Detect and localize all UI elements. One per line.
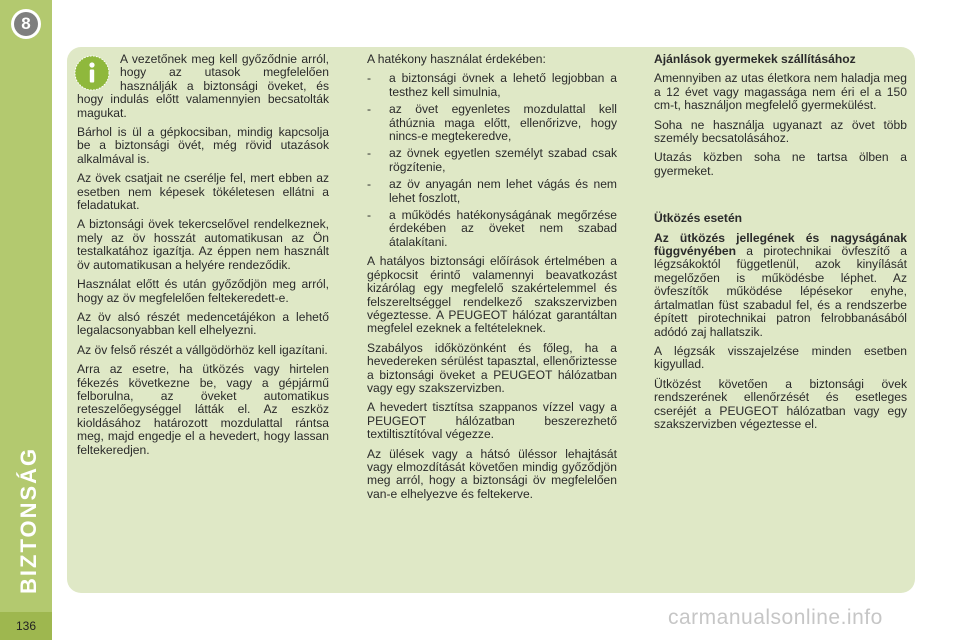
column-3 — [654, 53, 907, 437]
bold-lead: Az ütközés jellegének és nagyságának függvényében — [654, 230, 907, 259]
lead-rest: a pirotechnikai övfeszítő a légzsákoktól függetlenül, azok kinyílását megelőzően is működésbe léphet. Az övfeszítők működése lépésekor enyhe, ártalmatlan füst szabadul fel, és a rendszerbe épített pirotechnikai patron felrobbanásából adódó zaj hallatszik. — [654, 244, 907, 339]
paragraph: A légzsák visszajelzése minden esetben kigyullad. — [654, 343, 907, 372]
paragraph: Utazás közben soha ne tartsa ölben a gyermeket. — [654, 150, 907, 178]
paragraph: Bárhol is ül a gépkocsiban, mindig kapcsolja be a biztonsági övét, még rövid utazások alkalmával is. — [77, 125, 329, 166]
paragraph: Ütközést követően a biztonsági övek rendszerének ellenőrzését és esetleges cseréjét a PEUGEOT hálózatban vagy egy szakszervizben végeztesse el. — [654, 376, 907, 431]
paragraph: Az ülések vagy a hátsó üléssor lehajtását vagy elmozdítását követően mindig győződjön meg arról, hogy a biztonsági öv megfelelően van-e elhelyezve és feltekerve. — [367, 446, 617, 501]
paragraph: Soha ne használja ugyanazt az övet több személy becsatolásához. — [654, 117, 907, 146]
list-item: - az övet egyenletes mozdulattal kell áthúznia maga előtt, ellenőrizve, hogy nincs-e megtekeredve, — [367, 103, 617, 143]
column-1 — [77, 53, 329, 463]
paragraph: A biztonsági övek tekercselővel rendelkeznek, mely az öv hosszát automatikusan az Ön testalkatához igazítja. Az éppen nem használt öv automatikusan a helyére rendeződik. — [77, 217, 329, 272]
paragraph: Amennyiben az utas életkora nem haladja meg a 12 évet vagy magassága nem éri el a 150 cm-t, használjon megfelelő gyermekülést. — [654, 71, 907, 113]
column-2 — [367, 53, 617, 507]
list-item: - az öv anyagán nem lehet vágás és nem lehet foszlott, — [367, 178, 617, 205]
info-icon — [74, 55, 110, 91]
chapter-number-badge — [11, 9, 41, 39]
paragraph: Használat előtt és után győződjön meg arról, hogy az öv megfelelően feltekeredett-e. — [77, 277, 329, 305]
list-item: - a biztonsági övnek a lehető legjobban a testhez kell simulnia, — [367, 72, 617, 99]
chapter-number: 8 — [14, 12, 38, 36]
intro-paragraph: A vezetőnek meg kell győződnie arról, hogy az utasok megfelelően használják a biztonsági öveket, és hogy indulás előtt valamennyien becsatolták magukat. — [77, 52, 329, 120]
children-heading: Ajánlások gyermekek szállításához — [654, 52, 856, 66]
paragraph: Az öv felső részét a vállgödörhöz kell igazítani. — [77, 342, 328, 357]
page-number: 136 — [0, 612, 52, 640]
usage-list — [367, 72, 617, 249]
list-item: - a működés hatékonyságának megőrzése érdekében az öveket nem szabad átalakítani. — [367, 209, 617, 249]
paragraph: Az öv alsó részét medencetájékon a lehető legalacsonyabban kell elhelyezni. — [77, 309, 329, 338]
paragraph — [654, 232, 907, 339]
watermark: carmanualsonline.info — [668, 606, 883, 629]
paragraph: Arra az esetre, ha ütközés vagy hirtelen fékezés következne be, vagy a gépjármű felborulna, az öveket automatikus reteszelőegységgel látták el. Az eszköz kioldásához határozott mozdulattal rántsa meg, majd engedje el a hevedert, hogy lassan feltekeredjen. — [77, 362, 329, 457]
paragraph: Az övek csatjait ne cserélje fel, mert ebben az esetben nem képesek tökéletesen ellátni a feladatukat. — [77, 171, 329, 213]
chapter-title: BIZTONSÁG — [16, 446, 41, 594]
list-intro: A hatékony használat érdekében: — [367, 52, 546, 66]
collision-heading: Ütközés esetén — [654, 211, 743, 226]
paragraph: A hevedert tisztítsa szappanos vízzel vagy a PEUGEOT hálózatban beszerezhető textiltisztítóval végezze. — [367, 400, 617, 442]
list-item: - az övnek egyetlen személyt szabad csak rögzítenie, — [367, 147, 617, 174]
paragraph: Szabályos időközönként és főleg, ha a hevedereken sérülést tapasztal, ellenőriztesse a biztonsági öveket a PEUGEOT hálózatban vagy egy szakszervizben. — [367, 340, 617, 395]
paragraph: A hatályos biztonsági előírások értelmében a gépkocsit érintő valamennyi beavatkozást kizárólag egy megfelelő szakértelemmel és felszereltséggel rendelkező szakszervizben végeztesse. A PEUGEOT hálózat garantáltan megfelel ezeknek a feltételeknek. — [367, 254, 617, 336]
